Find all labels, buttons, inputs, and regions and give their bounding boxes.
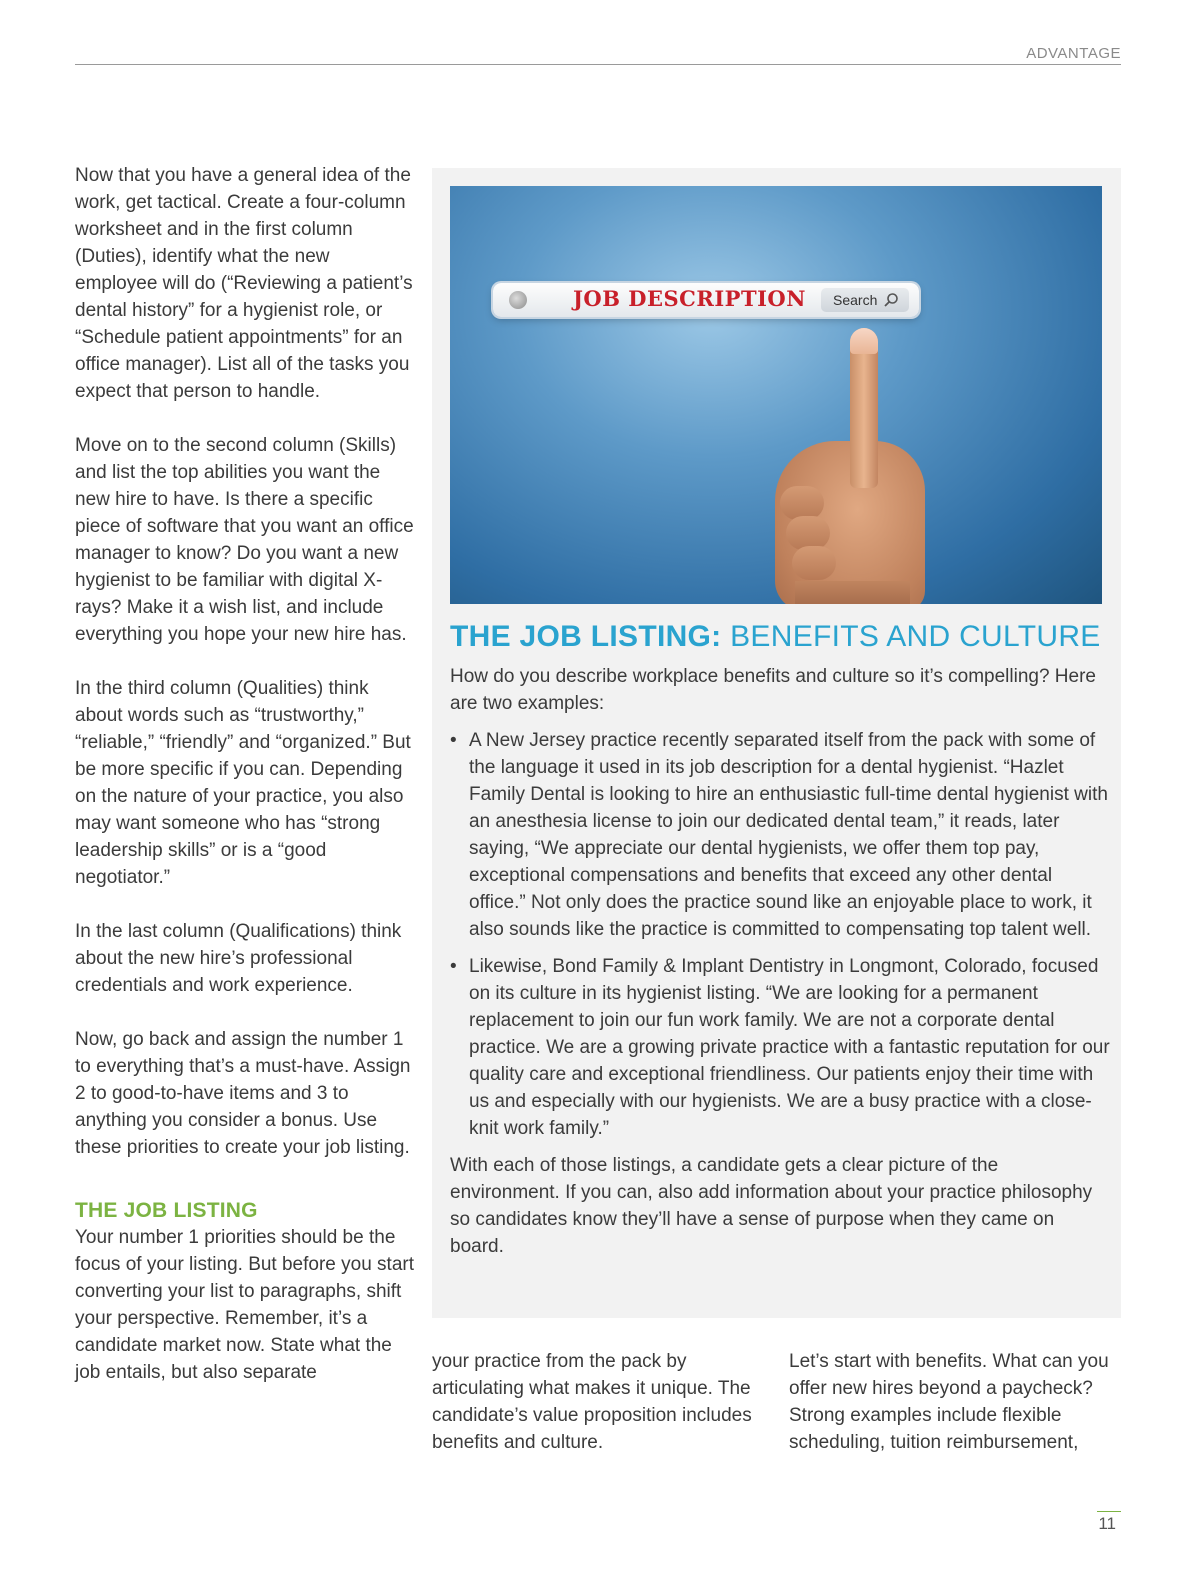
list-item	[450, 727, 1110, 943]
paragraph-middle: your practice from the pack by articulating what makes it unique. The candidate’s value proposition includes benefits and culture.	[432, 1351, 752, 1453]
sidebar-heading-bold: THE JOB LISTING:	[450, 620, 722, 653]
paragraph-job-listing: Your number 1 priorities should be the focus of your listing. But before you start converting your list to paragraphs, shift your perspective. Remember, it’s a candidate market now. State what the job entails, but also separate	[75, 1227, 415, 1383]
search-button	[821, 288, 909, 312]
paragraph-priorities: Now, go back and assign the number 1 to everything that’s a must-have. Assign 2 to good-to-have items and 3 to anything you consider a bonus. Use these priorities to create your job listing.	[75, 1029, 411, 1158]
left-column	[75, 162, 415, 1386]
paragraph-qualities: In the third column (Qualities) think about words such as “trustworthy,” “reliable,” “friendly” and “organized.” But be more specific if you can. Depending on the nature of your practice, you also may want someone who has “strong leadership skills” or is a “good negotiator.”	[75, 678, 411, 888]
example-list	[450, 727, 1110, 1142]
bullet-icon: •	[450, 730, 457, 751]
sidebar-body	[450, 663, 1110, 1260]
globe-icon	[509, 291, 527, 309]
list-item-text: A New Jersey practice recently separated itself from the pack with some of the language it used in its job description for a dental hygienist. “Hazlet Family Dental is looking to hire an enthusiastic full-time dental hygienist with an anesthesia license to join our dedicated dental team,” it reads, later saying, “We appreciate our dental hygienists, we offer them top pay, exceptional compensations and benefits that exceed any other dental office.” Not only does the practice sound like an enjoyable place to work, it also sounds like the practice is committed to compensating top talent well.	[469, 730, 1108, 940]
sidebar-box	[432, 168, 1121, 1318]
search-bar	[493, 283, 919, 317]
page-number: 11	[1098, 1514, 1116, 1533]
paragraph-right: Let’s start with benefits. What can you offer new hires beyond a paycheck? Strong examples include flexible scheduling, tuition reimbursement,	[789, 1351, 1109, 1453]
sidebar-heading-light: BENEFITS AND CULTURE	[721, 620, 1101, 653]
section-heading-job-listing: THE JOB LISTING	[75, 1199, 258, 1222]
right-column	[789, 1348, 1121, 1483]
list-item-text: Likewise, Bond Family & Implant Dentistry in Longmont, Colorado, focused on its culture in its hygienist listing. “We are looking for a permanent replacement to join our fun work family. We are not a corporate dental practice. We are a growing private practice with a fantastic reputation for our quality care and exceptional friendliness. Our patients enjoy their time with us and especially with our hygienists. We are a busy practice with a close-knit work family.”	[469, 956, 1110, 1139]
sidebar-outro: With each of those listings, a candidate gets a clear picture of the environment. If you can, also add information about your practice philosophy so candidates know they’ll have a sense of purpose when they came on board.	[450, 1155, 1093, 1257]
job-description-photo	[450, 186, 1102, 604]
search-button-label: Search	[833, 292, 878, 308]
bullet-icon: •	[450, 956, 457, 977]
list-item	[450, 953, 1110, 1142]
header-label: ADVANTAGE	[1026, 45, 1121, 62]
sidebar-heading	[450, 618, 1110, 656]
magnifier-icon	[883, 292, 899, 308]
paragraph-qualifications: In the last column (Qualifications) think about the new hire’s professional credentials and work experience.	[75, 921, 402, 996]
middle-column	[432, 1348, 762, 1483]
search-query-text: JOB DESCRIPTION	[573, 286, 806, 311]
paragraph-skills: Move on to the second column (Skills) and list the top abilities you want the new hire to have. Is there a specific piece of software that you want an office manager to know? Do you want a new hygienist to be familiar with digital X-rays? Make it a wish list, and include everything you hope your new hire has.	[75, 435, 414, 645]
paragraph-duties: Now that you have a general idea of the work, get tactical. Create a four-column worksheet and in the first column (Duties), identify what the new employee will do (“Reviewing a patient’s dental history” for a hygienist role, or “Schedule patient appointments” for an office manager). List all of the tasks you expect that person to handle.	[75, 165, 413, 402]
header-rule	[75, 64, 1121, 65]
sidebar-intro: How do you describe workplace benefits and culture so it’s compelling? Here are two examples:	[450, 666, 1096, 714]
page-number-rule	[1097, 1511, 1121, 1512]
